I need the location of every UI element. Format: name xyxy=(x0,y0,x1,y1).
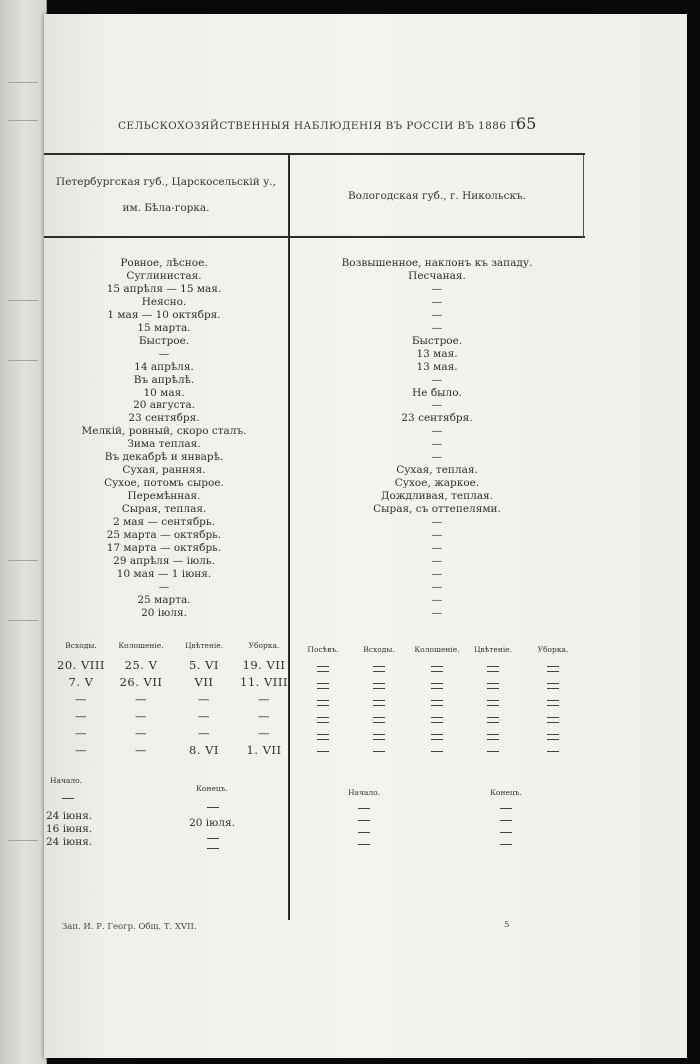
phenology-left-cell: — xyxy=(75,692,87,706)
left-row-text: Неясно. xyxy=(141,295,187,308)
empty-cell-dash xyxy=(431,734,443,735)
period-start-value: 24 іюня. xyxy=(46,810,93,822)
right-row-text: Сухая, теплая. xyxy=(396,464,478,477)
empty-cell-dash xyxy=(207,807,219,808)
table-header-rule xyxy=(44,236,585,238)
empty-cell-dash xyxy=(547,666,559,667)
footer-signature-note: Зап. И. Р. Геогр. Общ. Т. XVII. xyxy=(62,922,197,932)
empty-cell-dash xyxy=(547,683,559,684)
empty-cell-dash xyxy=(317,671,329,672)
book-page xyxy=(44,14,687,1058)
empty-cell-dash xyxy=(317,683,329,684)
left-row-text: 10 мая. xyxy=(143,386,185,399)
empty-cell-dash xyxy=(373,671,385,672)
phenology-left-cell: — xyxy=(75,709,87,723)
right-column-header-line1: Вологодская губ., г. Никольскъ. xyxy=(347,190,527,202)
empty-cell-dash xyxy=(317,739,329,740)
empty-cell-dash xyxy=(431,751,443,752)
period-start-value: 24 іюня. xyxy=(46,836,93,848)
left-row-text: 29 апрѣля — іюль. xyxy=(113,554,215,567)
empty-cell-dash xyxy=(373,751,385,752)
empty-cell-dash xyxy=(500,832,512,833)
empty-cell-dash xyxy=(487,717,499,718)
empty-cell-dash xyxy=(487,700,499,701)
left-row-text: Суглинистая. xyxy=(126,269,202,282)
left-row-text: 10 мая — 1 іюня. xyxy=(116,567,212,580)
phenology-left-header: Колошеніе. xyxy=(118,641,164,650)
right-column-header xyxy=(290,190,584,202)
phenology-left-cell: 7. V xyxy=(68,675,94,689)
empty-cell-dash xyxy=(487,734,499,735)
empty-cell-dash xyxy=(431,700,443,701)
period-start-value: 16 іюня. xyxy=(46,823,93,835)
period-end-label: Конецъ. xyxy=(196,784,228,793)
phenology-right-header: Всходы. xyxy=(363,645,395,654)
left-row-text: 14 апрѣля. xyxy=(134,360,194,373)
phenology-left-cell: — xyxy=(198,726,210,740)
right-row-text: Не было. xyxy=(412,386,462,399)
empty-cell-dash xyxy=(487,739,499,740)
empty-cell-dash xyxy=(317,717,329,718)
left-row-text: Перемѣнная. xyxy=(127,490,201,503)
phenology-right-header: Цвѣтеніе. xyxy=(473,645,513,654)
empty-cell-dash xyxy=(547,688,559,689)
right-row-text: — xyxy=(431,554,443,567)
right-row-text: — xyxy=(431,438,443,451)
left-row-text: 15 апрѣля — 15 мая. xyxy=(106,282,222,295)
empty-cell-dash xyxy=(207,838,219,839)
phenology-right-header: Колошеніе. xyxy=(414,645,460,654)
phenology-left-cell: — xyxy=(258,692,270,706)
right-row-text: Сырая, съ оттепелями. xyxy=(373,503,501,516)
empty-cell-dash xyxy=(547,734,559,735)
empty-cell-dash xyxy=(317,751,329,752)
left-column-header-line1: Петербургская губ., Царскосельскій у., xyxy=(56,176,276,188)
footer-signature-mark: 5 xyxy=(504,920,510,930)
left-row-text: 23 сентября. xyxy=(128,412,200,425)
right-row-text: — xyxy=(431,593,443,606)
empty-cell-dash xyxy=(373,688,385,689)
empty-cell-dash xyxy=(358,820,370,821)
empty-cell-dash xyxy=(431,717,443,718)
phenology-right-header: Уборка. xyxy=(537,645,569,654)
right-row-text: — xyxy=(431,399,443,412)
left-row-text: 25 марта. xyxy=(137,593,191,606)
empty-cell-dash xyxy=(547,700,559,701)
right-row-text: 13 мая. xyxy=(416,347,458,360)
empty-cell-dash xyxy=(62,798,74,799)
empty-cell-dash xyxy=(487,722,499,723)
right-row-text: — xyxy=(431,451,443,464)
phenology-left-cell: 11. VIII xyxy=(240,675,288,689)
phenology-left-cell: — xyxy=(198,709,210,723)
left-row-text: Въ декабрѣ и январѣ. xyxy=(104,451,224,464)
phenology-left-header: Цвѣтеніе. xyxy=(184,641,224,650)
period-end-value: 20 іюля. xyxy=(189,817,235,829)
empty-cell-dash xyxy=(317,700,329,701)
right-row-text: Песчаная. xyxy=(408,269,466,282)
right-row-text: Возвышенное, наклонъ къ западу. xyxy=(341,257,533,269)
empty-cell-dash xyxy=(431,739,443,740)
left-row-text: Сухая, ранняя. xyxy=(122,464,206,477)
phenology-left-cell: 25. V xyxy=(124,658,158,672)
phenology-left-cell: — xyxy=(135,709,147,723)
empty-cell-dash xyxy=(431,671,443,672)
period-start-label: Начало. xyxy=(49,776,83,785)
right-row-text: — xyxy=(431,373,443,386)
right-row-text: — xyxy=(431,528,443,541)
phenology-left-cell: — xyxy=(135,692,147,706)
empty-cell-dash xyxy=(547,739,559,740)
left-column-header-line2: им. Бѣла-горка. xyxy=(122,202,210,214)
phenology-left-cell: VII xyxy=(194,675,214,689)
right-row-text: — xyxy=(431,295,443,308)
left-row-text: 1 мая — 10 октября. xyxy=(107,308,221,321)
empty-cell-dash xyxy=(487,688,499,689)
right-row-text: 23 сентября. xyxy=(401,412,473,425)
left-row-text: Сырая, теплая. xyxy=(121,503,207,516)
empty-cell-dash xyxy=(373,705,385,706)
left-row-text: 25 марта — октябрь. xyxy=(106,528,222,541)
phenology-left-cell: 5. VI xyxy=(189,658,219,672)
empty-cell-dash xyxy=(487,751,499,752)
right-row-text: — xyxy=(431,282,443,295)
right-row-text: — xyxy=(431,541,443,554)
empty-cell-dash xyxy=(373,683,385,684)
left-row-text: 17 марта — октябрь. xyxy=(106,541,222,554)
empty-cell-dash xyxy=(373,722,385,723)
empty-cell-dash xyxy=(487,666,499,667)
empty-cell-dash xyxy=(373,717,385,718)
right-row-text: Дождливая, теплая. xyxy=(380,490,494,503)
empty-cell-dash xyxy=(317,705,329,706)
page-number: 65 xyxy=(516,114,537,133)
left-row-text: Сухое, потомъ сырое. xyxy=(104,477,224,490)
empty-cell-dash xyxy=(431,722,443,723)
empty-cell-dash xyxy=(547,722,559,723)
phenology-left-cell: 20. VIII xyxy=(57,658,105,672)
empty-cell-dash xyxy=(500,808,512,809)
left-row-text: — xyxy=(158,580,170,593)
phenology-left-cell: — xyxy=(258,709,270,723)
left-row-text: 20 августа. xyxy=(133,399,195,412)
phenology-left-cell: 8. VI xyxy=(189,743,219,757)
empty-cell-dash xyxy=(487,671,499,672)
phenology-left-header: Уборка. xyxy=(248,641,280,650)
empty-cell-dash xyxy=(207,848,219,849)
empty-cell-dash xyxy=(373,700,385,701)
phenology-left-cell: 26. VII xyxy=(119,675,163,689)
phenology-left-cell: — xyxy=(135,743,147,757)
empty-cell-dash xyxy=(373,734,385,735)
phenology-left-cell: 1. VII xyxy=(246,743,282,757)
left-row-text: 2 мая — сентябрь. xyxy=(113,516,215,528)
empty-cell-dash xyxy=(373,739,385,740)
phenology-left-cell: — xyxy=(198,692,210,706)
left-column-header xyxy=(44,176,288,214)
empty-cell-dash xyxy=(317,734,329,735)
phenology-left-header: Всходы. xyxy=(65,641,97,650)
empty-cell-dash xyxy=(431,688,443,689)
right-row-text: — xyxy=(431,308,443,321)
empty-cell-dash xyxy=(358,808,370,809)
empty-cell-dash xyxy=(431,666,443,667)
right-row-text: Сухое, жаркое. xyxy=(394,477,480,490)
empty-cell-dash xyxy=(487,683,499,684)
empty-cell-dash xyxy=(500,820,512,821)
right-row-text: Быстрое. xyxy=(411,334,463,347)
left-row-text: Зима теплая. xyxy=(127,438,201,451)
empty-cell-dash xyxy=(547,705,559,706)
left-row-text: 20 іюля. xyxy=(141,606,187,619)
right-row-text: — xyxy=(431,516,443,528)
phenology-left-cell: — xyxy=(135,726,147,740)
right-row-text: 13 мая. xyxy=(416,360,458,373)
phenology-right-header: Посѣвъ. xyxy=(307,645,339,654)
right-row-text: — xyxy=(431,606,443,619)
previous-page-edge xyxy=(0,0,47,1064)
phenology-left-cell: — xyxy=(75,743,87,757)
left-row-text: Въ апрѣлѣ. xyxy=(133,373,195,386)
phenology-left-cell: — xyxy=(75,726,87,740)
empty-cell-dash xyxy=(317,722,329,723)
empty-cell-dash xyxy=(373,666,385,667)
period-right-end-label: Конецъ. xyxy=(490,788,522,797)
left-row-text: Быстрое. xyxy=(138,334,190,347)
period-right-start-label: Начало. xyxy=(347,788,381,797)
empty-cell-dash xyxy=(547,717,559,718)
empty-cell-dash xyxy=(317,666,329,667)
left-row-text: Ровное, лѣсное. xyxy=(120,257,208,269)
empty-cell-dash xyxy=(487,705,499,706)
empty-cell-dash xyxy=(547,671,559,672)
empty-cell-dash xyxy=(317,688,329,689)
right-row-text: — xyxy=(431,321,443,334)
empty-cell-dash xyxy=(358,832,370,833)
left-row-text: Мелкій, ровный, скоро сталъ. xyxy=(81,425,247,438)
left-row-text: 15 марта. xyxy=(137,321,191,334)
running-head-title: СЕЛЬСКОХОЗЯЙСТВЕННЫЯ НАБЛЮДЕНІЯ ВЪ РОССІИ ВЪ 1886 Г. xyxy=(118,120,522,132)
table-top-rule xyxy=(44,153,585,155)
empty-cell-dash xyxy=(547,751,559,752)
empty-cell-dash xyxy=(431,683,443,684)
empty-cell-dash xyxy=(358,844,370,845)
empty-cell-dash xyxy=(500,844,512,845)
phenology-left-cell: — xyxy=(258,726,270,740)
right-row-text: — xyxy=(431,567,443,580)
phenology-left-cell: 19. VII xyxy=(242,658,286,672)
left-row-text: — xyxy=(158,347,170,360)
empty-cell-dash xyxy=(431,705,443,706)
right-row-text: — xyxy=(431,580,443,593)
right-row-text: — xyxy=(431,425,443,438)
